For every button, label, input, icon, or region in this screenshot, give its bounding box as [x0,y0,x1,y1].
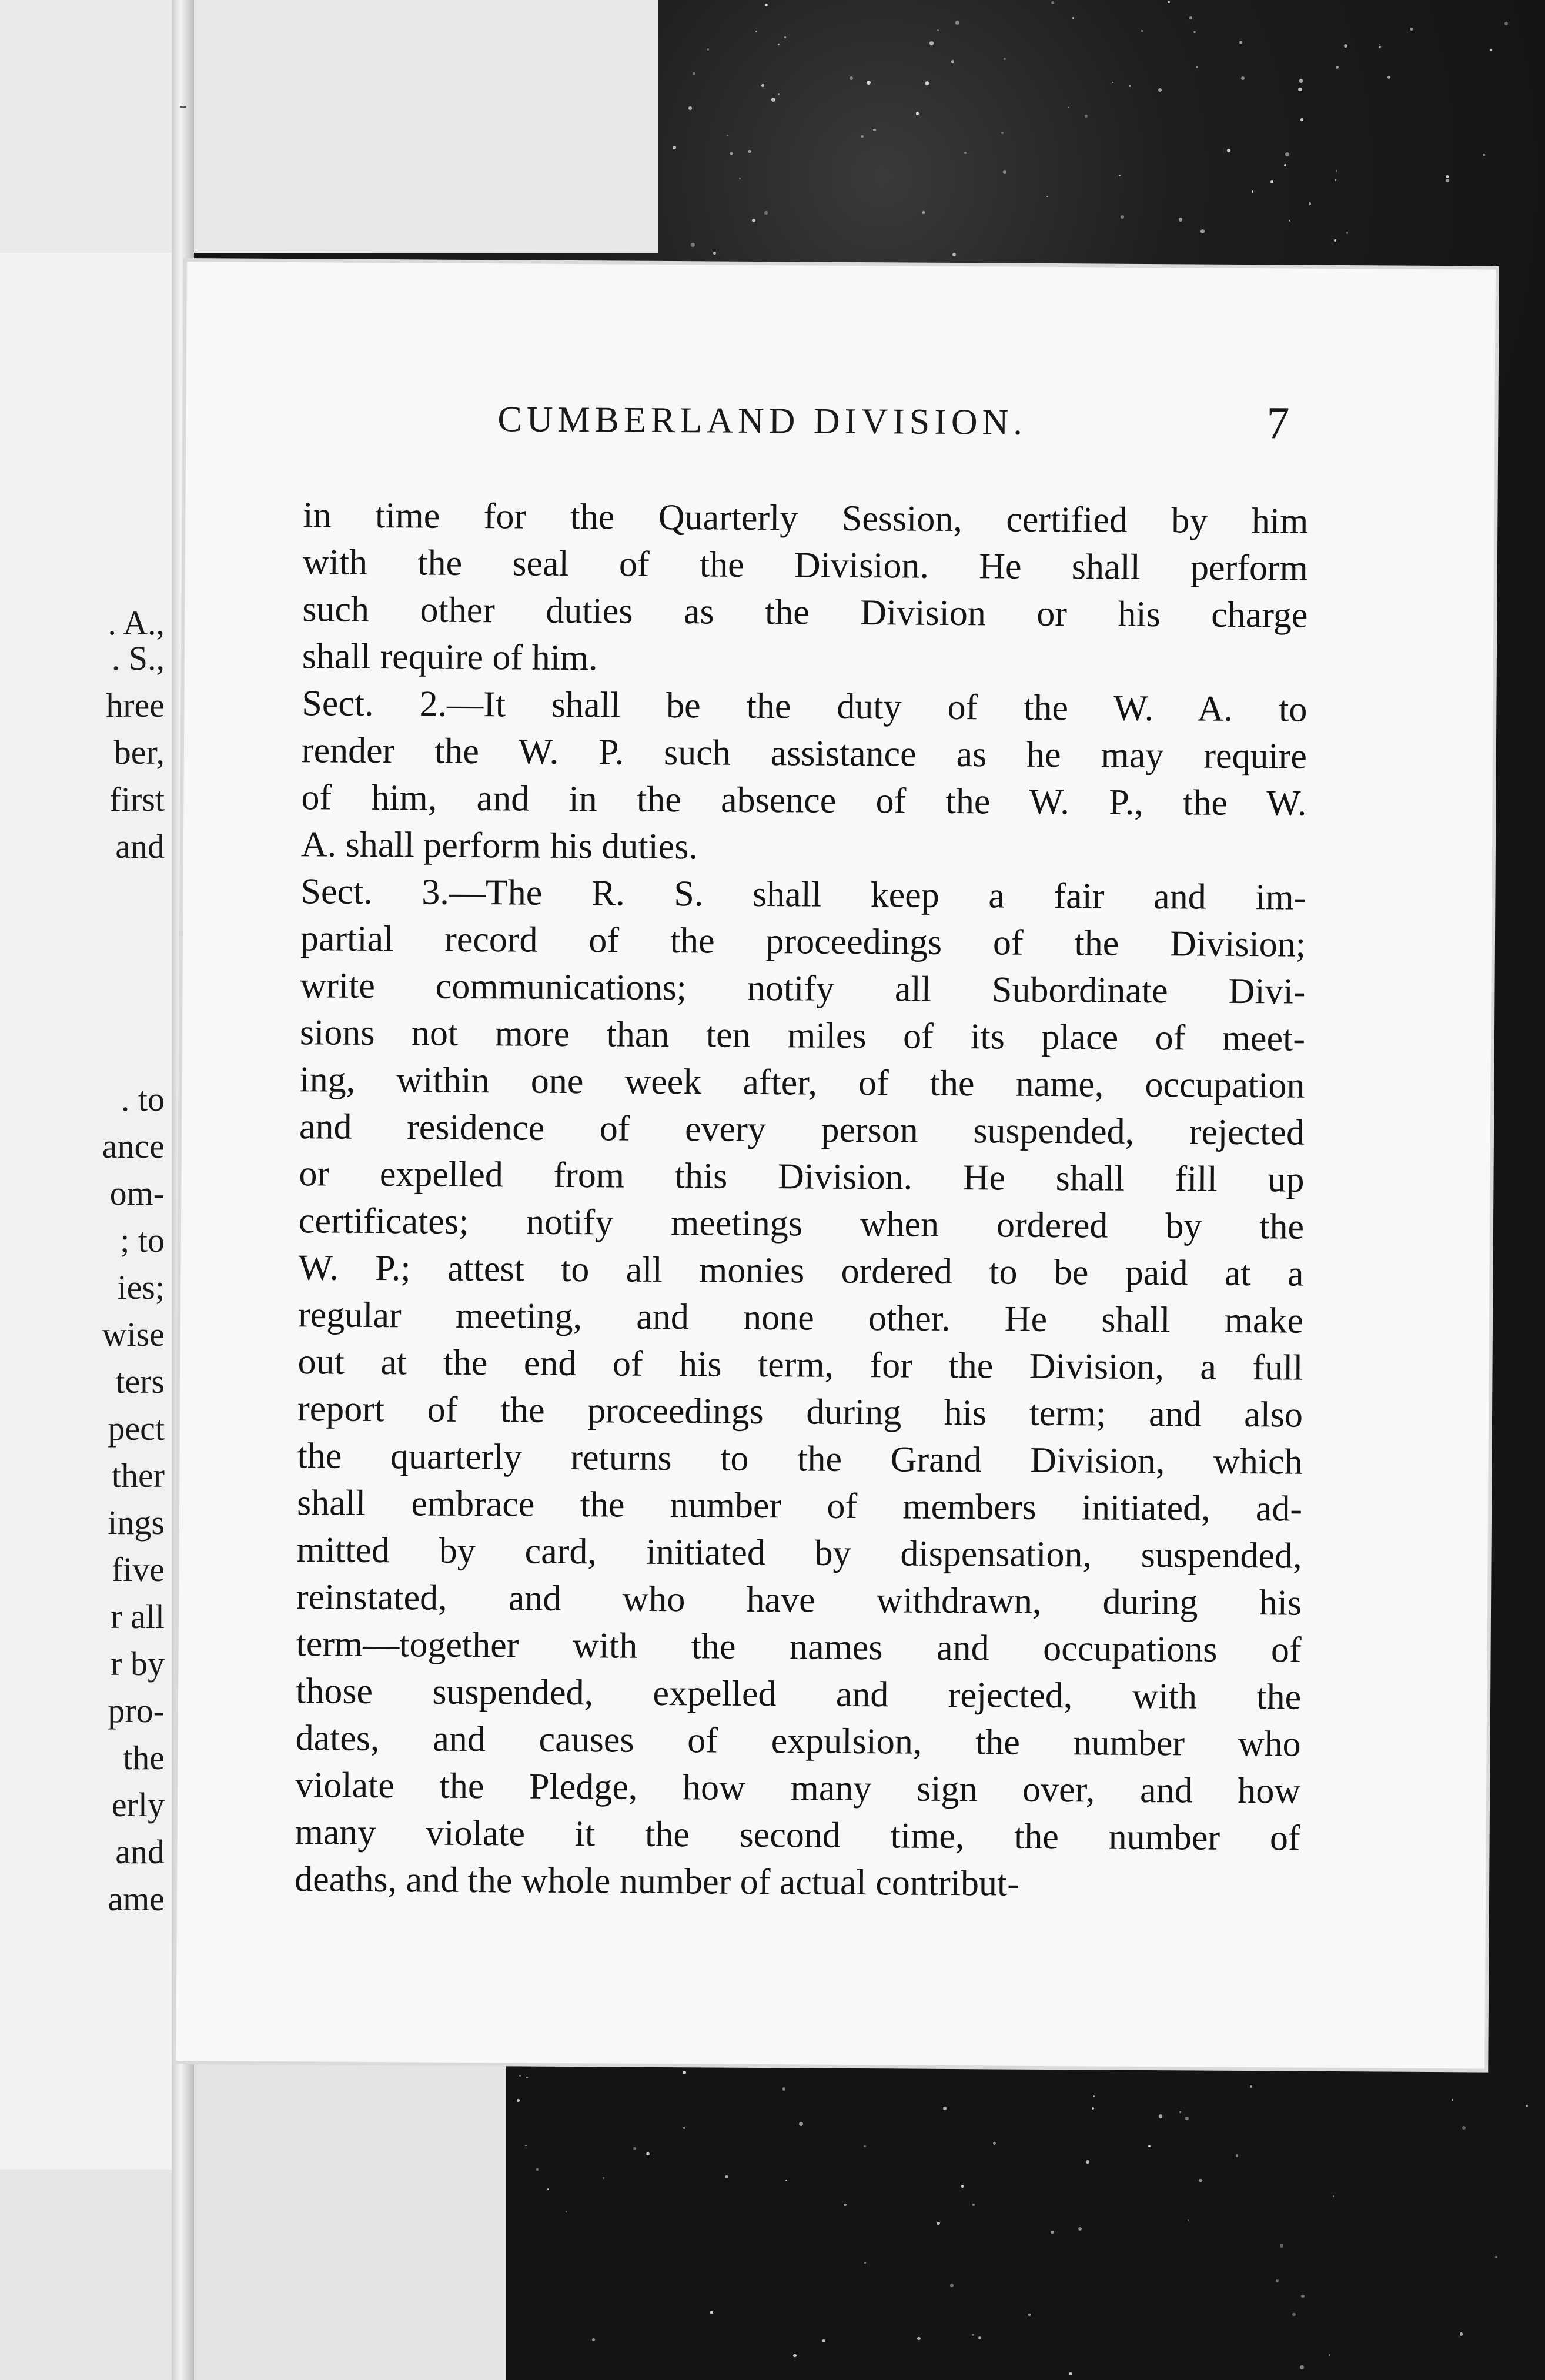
text-line: such other duties as the Division or his charge [302,589,1308,636]
text-line: deaths, and the whole number of actual contribut- [294,1859,1020,1904]
dust-speck [730,152,733,155]
dust-speck [683,2071,686,2074]
text-line: those suspended, expelled and rejected, with the [295,1671,1302,1717]
left-page-fragment: r all [111,1597,165,1636]
dust-speck [1387,76,1391,79]
dust-speck [1300,118,1303,121]
dust-speck [778,44,780,45]
text-line: shall require of him. [302,636,598,678]
left-page-fragment: ; to [120,1221,165,1259]
dust-speck [1168,1,1169,3]
dust-speck [691,243,695,247]
left-page-fragment: erly [111,1786,165,1824]
left-page-fragment: pro- [108,1692,165,1730]
text-line: and residence of every person suspended, rejected [299,1107,1305,1153]
left-page-fragment: ies; [117,1268,165,1306]
dust-speck [1200,229,1205,233]
dust-speck [752,219,755,222]
dust-speck [1526,2105,1528,2107]
dust-speck [1490,49,1492,51]
dust-speck [1112,82,1113,83]
body-text [295,492,1309,1908]
dust-speck [1051,1,1054,4]
text-line: Sect. 3.—The R. S. shall keep a fair and im- [300,871,1306,918]
dust-speck [761,84,764,87]
dust-speck [785,2180,787,2181]
text-line: sions not more than ten miles of its place of meet- [299,1012,1306,1059]
dust-speck [1462,2126,1466,2130]
dust-speck [873,129,876,132]
dust-speck [592,2338,595,2341]
dust-speck [993,2142,996,2145]
main-page [176,262,1496,2069]
dust-speck [1227,149,1230,152]
dust-speck [1185,2117,1188,2120]
dust-speck [1078,2227,1082,2231]
dust-speck [1329,2354,1330,2356]
left-strip-bottom [0,2170,194,2380]
dust-speck [1196,66,1198,68]
dust-speck [1289,220,1290,221]
dust-speck [1085,115,1088,118]
dust-speck [951,60,955,63]
text-line: out at the end of his term, for the Division, a full [297,1342,1303,1388]
binding-band-top [176,0,658,253]
dust-speck [793,2354,796,2357]
left-page-fragment: and [115,827,165,865]
dust-speck [1179,218,1183,222]
text-line: partial record of the proceedings of the Division; [300,918,1306,965]
left-strip-top [0,0,194,253]
dust-speck [1003,170,1006,173]
text-line: dates, and causes of expulsion, the number who [295,1718,1301,1764]
dust-speck [1333,2195,1334,2197]
dust-speck [1236,2154,1239,2157]
left-page-fragment: and [115,1833,165,1871]
dust-speck [1121,215,1124,219]
page-number: 7 [1266,397,1290,449]
dust-speck [937,2222,940,2225]
dust-speck [1252,190,1253,192]
dust-speck [707,48,710,51]
dust-speck [1483,154,1485,156]
text-line: regular meeting, and none other. He shall make [297,1295,1304,1341]
dust-speck [673,146,676,149]
dust-speck [1298,88,1302,92]
running-header: CUMBERLAND DIVISION. [497,399,1028,443]
text-line: Sect. 2.—It shall be the duty of the W. A. to [302,683,1307,730]
dust-speck [978,2336,981,2339]
dust-speck [1239,41,1242,44]
left-page-fragment: . S., [111,639,165,677]
text-line: report of the proceedings during his term; and also [297,1389,1303,1435]
left-page [0,253,176,2170]
dust-speck [1086,2160,1089,2164]
dust-speck [1158,88,1162,92]
dust-speck [955,21,959,25]
text-line: in time for the Quarterly Session, certified by him [303,495,1309,541]
left-page-fragment: . to [121,1080,165,1118]
dust-speck [929,41,934,45]
dust-speck [633,2147,636,2150]
dust-speck [1179,2111,1181,2113]
left-page-fragment: five [111,1550,165,1589]
left-page-fragment: ber, [113,733,165,771]
left-page-fragment: pect [108,1409,165,1448]
dust-speck [1051,2231,1054,2234]
dust-speck [822,2339,825,2342]
dust-speck [1346,232,1348,233]
dust-speck [1285,152,1289,156]
left-page-fragment: . A., [108,604,165,642]
dust-speck [864,2145,865,2147]
dust-speck [693,72,695,75]
dust-speck [764,211,767,214]
dust-speck [922,211,925,213]
dust-speck [917,2337,921,2341]
dust-speck [1069,2372,1072,2375]
text-line: mitted by card, initiated by dispensation, suspended, [296,1530,1302,1576]
text-line: W. P.; attest to all monies ordered to be paid at a [298,1248,1304,1294]
text-line: with the seal of the Division. He shall perform [302,542,1309,589]
text-line: write communications; notify all Subordinate Divi- [300,965,1306,1012]
dust-speck [799,2122,803,2126]
dust-speck [1344,44,1347,48]
dust-speck [1284,164,1286,166]
dust-speck [603,2177,604,2178]
dust-speck [688,106,691,109]
left-page-fragment: om- [109,1174,165,1212]
dust-speck [1250,2085,1252,2088]
text-line: or expelled from this Division. He shall fill up [299,1154,1305,1200]
text-line: of him, and in the absence of the W. P., the W. [301,777,1307,824]
text-line: ing, within one week after, of the name, occupation [299,1059,1305,1106]
dust-speck [1336,170,1337,171]
left-page-fragment: hree [106,686,165,724]
dust-speck [748,150,751,153]
left-page-fragment: ther [111,1456,165,1495]
text-line: violate the Pledge, how many sign over, and how [295,1765,1301,1811]
dust-speck [525,2145,527,2147]
text-line: the quarterly returns to the Grand Division, which [297,1436,1303,1482]
binding-band-bottom [176,2055,506,2380]
left-page-fragment: r by [111,1644,165,1683]
left-page-fragment: ings [108,1503,165,1542]
dust-speck [867,81,871,85]
dust-speck [536,2168,539,2171]
dust-speck [1300,2365,1303,2369]
dust-speck [1001,132,1004,134]
dust-speck [1159,2114,1163,2118]
left-page-fragment: ame [108,1880,165,1918]
left-page-fragment: ters [115,1362,165,1400]
dust-speck [727,135,728,136]
left-page-fragment: ance [102,1127,165,1165]
dust-speck [725,2175,728,2179]
text-line: certificates; notify meetings when ordered by the [298,1201,1305,1247]
dust-speck [713,252,716,255]
dust-speck [1446,175,1449,178]
dust-speck [1504,22,1508,25]
dust-speck [916,112,919,115]
dust-speck [1119,175,1120,176]
left-page-fragment: first [109,780,165,818]
left-page-fragment: the [123,1739,165,1777]
text-line: shall embrace the number of members initiated, ad- [296,1483,1303,1529]
dust-speck [972,2204,974,2205]
text-line: render the W. P. such assistance as he may require [301,730,1307,777]
text-line: many violate it the second time, the number of [295,1812,1300,1858]
dust-speck [771,98,775,102]
text-line: A. shall perform his duties. [300,824,698,867]
stitch-mark [180,106,186,108]
dust-speck [943,2107,947,2110]
dust-speck [710,2311,714,2314]
dust-speck [925,81,929,85]
dust-speck [964,152,967,154]
text-line: term—together with the names and occupations of [296,1624,1302,1670]
left-page-fragment: wise [102,1315,165,1353]
dust-speck [1093,2095,1095,2097]
dust-speck [1410,28,1413,30]
dust-speck [1148,2145,1150,2147]
dust-speck [1334,239,1336,242]
text-line: reinstated, and who have withdrawn, during his [296,1577,1302,1623]
dust-speck [1072,17,1074,19]
